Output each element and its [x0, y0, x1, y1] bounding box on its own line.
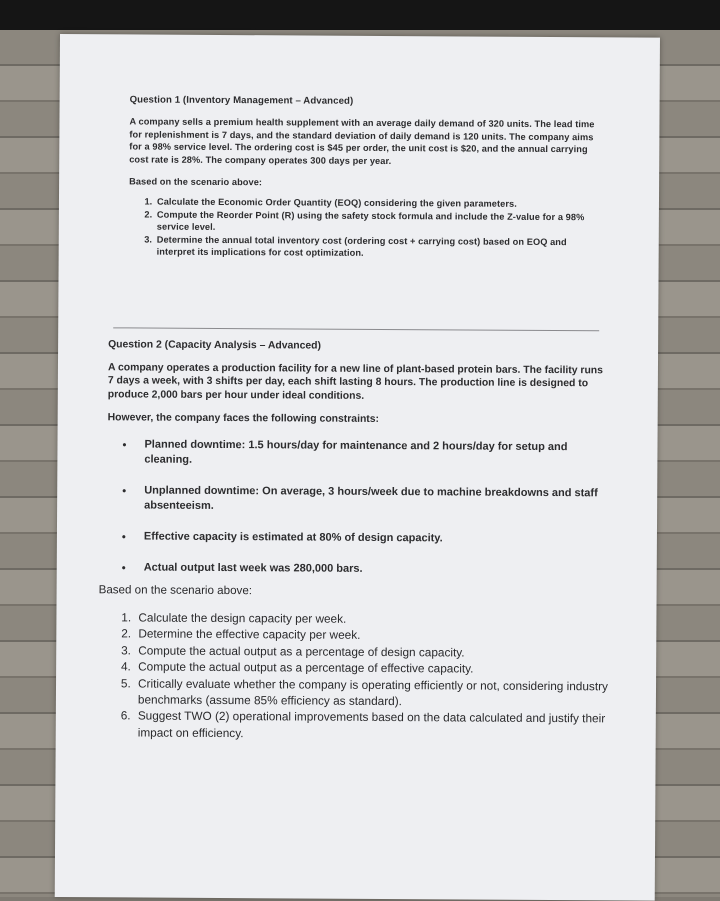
question-1-task-2: 2. Compute the Reorder Point (R) using the safety stock formula and include the Z-value for a 98% service level. — [155, 208, 599, 236]
question-2-task-5: 5. Critically evaluate whether the company is operating efficiently or not, considering industry benchmarks (assume 85% efficiency as standard). — [134, 675, 618, 711]
constraint-text: On average, 3 hours/week due to machine breakdowns and staff absenteeism. — [144, 485, 598, 512]
constraint-text: 1.5 hours/day for maintenance and 2 hours/day for setup and cleaning. — [144, 439, 567, 466]
question-2-task-1: 1. Calculate the design capacity per week. — [134, 609, 618, 628]
bullet-icon: • — [122, 530, 126, 545]
constraint-item — [107, 483, 607, 516]
question-2-task-6: 6. Suggest TWO (2) operational improvements based on the data calculated and justify their impact on efficiency. — [134, 708, 618, 744]
constraint-item — [107, 560, 607, 578]
question-1-task-3: 3. Determine the annual total inventory cost (ordering cost + carrying cost) based on EOQ and interpret its implications for cost optimization. — [155, 233, 599, 261]
question-1-task-1: 1. Calculate the Economic Order Quantity (EOQ) considering the given parameters. — [155, 196, 599, 211]
question-2-title: Question 2 (Capacity Analysis – Advanced) — [108, 338, 608, 355]
section-divider — [113, 327, 599, 331]
question-2-scenario: A company operates a production facility for a new line of plant-based protein bars. The facility runs 7 days a week, with 3 shifts per day, each shift lasting 8 hours. The production line is designed to produce 2,000 bars per hour under ideal conditions. — [108, 361, 608, 405]
question-1-scenario: A company sells a premium health supplement with an average daily demand of 320 units. The lead time for replenishment is 7 days, and the standard deviation of daily demand is 120 units. The company aims for a 98% service level. The ordering cost is $45 per order, the unit cost is $20, and the annual carrying cost rate is 28%. The company operates 300 days per year. — [129, 116, 599, 168]
question-2-constraints-intro: However, the company faces the following constraints: — [108, 412, 608, 429]
top-dark-strip — [0, 0, 720, 30]
question-2-constraint-list — [107, 437, 608, 578]
question-1-section — [129, 94, 600, 260]
constraint-lead: Unplanned downtime: — [144, 484, 259, 497]
question-2-task-3: 3. Compute the actual output as a percentage of design capacity. — [134, 642, 618, 661]
question-2-task-4: 4. Compute the actual output as a percentage of effective capacity. — [134, 659, 618, 678]
constraint-lead: Planned downtime: — [144, 438, 245, 451]
constraint-item — [107, 529, 607, 547]
constraint-lead: Effective capacity is estimated at 80% of design capacity. — [144, 530, 443, 544]
question-2-tasks-section — [98, 582, 619, 743]
bullet-icon: • — [122, 561, 126, 576]
bullet-icon: • — [122, 438, 126, 453]
question-2-task-list — [98, 609, 619, 743]
question-2-task-2: 2. Determine the effective capacity per week. — [134, 626, 618, 645]
bullet-icon: • — [122, 484, 126, 499]
question-2-section — [107, 338, 609, 594]
constraint-item — [107, 437, 607, 470]
exam-paper-sheet — [55, 34, 660, 901]
question-1-title: Question 1 (Inventory Management – Advanced) — [130, 94, 600, 109]
question-1-task-list — [129, 196, 599, 261]
question-1-based-on: Based on the scenario above: — [129, 175, 599, 190]
question-2-based-on: Based on the scenario above: — [99, 582, 619, 600]
constraint-lead: Actual output last week was 280,000 bars. — [144, 561, 363, 574]
